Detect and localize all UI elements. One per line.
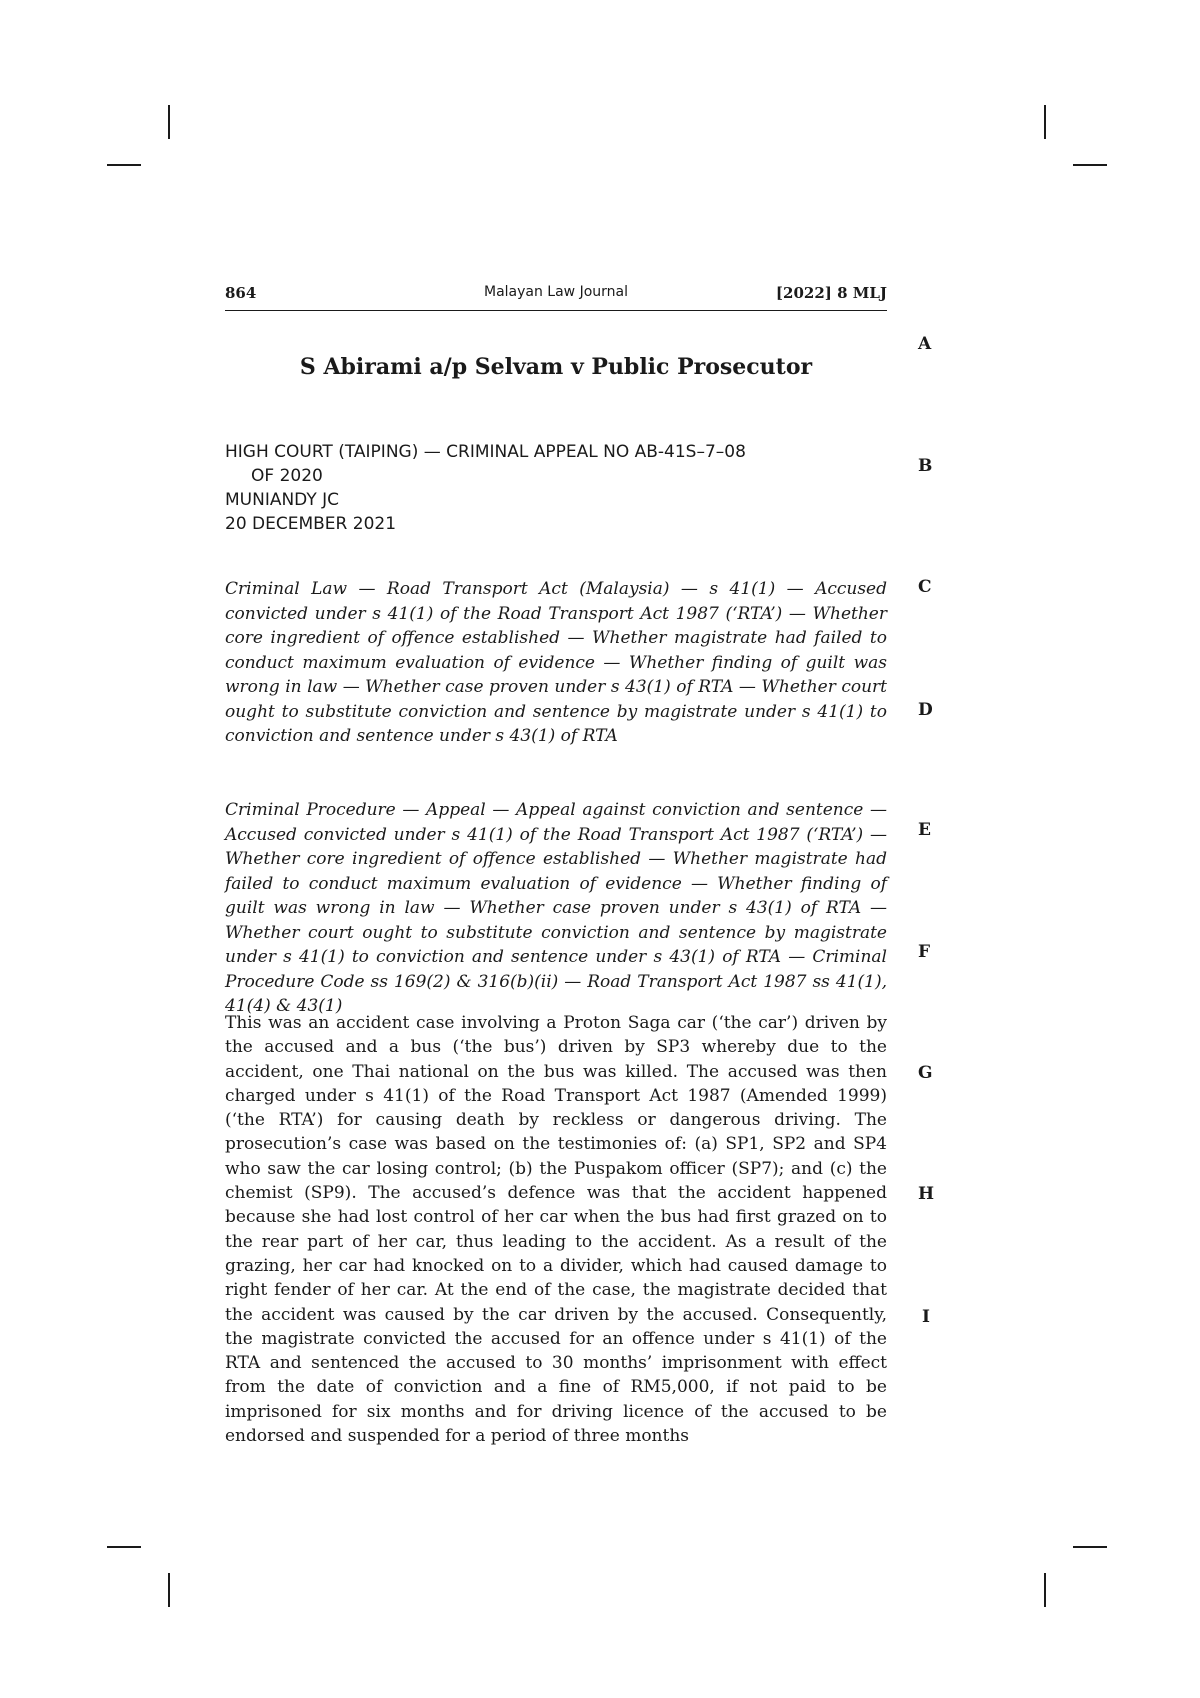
crop-mark: [1044, 105, 1046, 139]
court-line-continued: OF 2020: [251, 466, 323, 486]
margin-letter: B: [918, 456, 933, 476]
margin-letter: D: [918, 700, 933, 720]
court-info: [225, 440, 887, 536]
crop-mark: [1073, 164, 1107, 166]
journal-name: Malayan Law Journal: [483, 284, 628, 300]
catchwords-criminal-law: Criminal Law — Road Transport Act (Malaysia) — s 41(1) — Accused convicted under s 41(1) of the Road Transport Act 1987 (‘RTA’) — Whether core ingredient of offence established — Whether magistrate had failed to conduct maximum evaluation of evidence — Whether finding of guilt was wrong in law — Whether case proven under s 43(1) of RTA — Whether court ought to substitute conviction and sentence by magistrate under s 41(1) to conviction and sentence under s 43(1) of RTA: [225, 579, 887, 746]
crop-mark: [107, 164, 141, 166]
crop-mark: [1073, 1546, 1107, 1548]
catchwords-criminal-procedure: Criminal Procedure — Appeal — Appeal against conviction and sentence — Accused convicted under s 41(1) of the Road Transport Act 1987 (‘RTA’) — Whether core ingredient of offence established — Whether magistrate had failed to conduct maximum evaluation of evidence — Whether finding of guilt was wrong in law — Whether case proven under s 43(1) of RTA — Whether court ought to substitute conviction and sentence by magistrate under s 41(1) to conviction and sentence under s 43(1) of RTA — Criminal Procedure Code ss 169(2) & 316(b)(ii) — Road Transport Act 1987 ss 41(1), 41(4) & 43(1): [225, 800, 887, 1016]
crop-mark: [168, 105, 170, 139]
margin-letter: H: [918, 1184, 935, 1204]
margin-letter: I: [922, 1307, 930, 1327]
running-header: [225, 278, 887, 311]
margin-letter: A: [918, 334, 932, 354]
page-number: 864: [225, 284, 257, 302]
crop-mark: [168, 1573, 170, 1607]
case-title: S Abirami a/p Selvam v Public Prosecutor: [299, 354, 813, 380]
court-line: HIGH COURT (TAIPING) — CRIMINAL APPEAL NO AB-41S–7–08: [225, 442, 746, 462]
crop-mark: [107, 1546, 141, 1548]
judge-name: MUNIANDY JC: [225, 490, 340, 510]
judgment-date: 20 DECEMBER 2021: [225, 514, 397, 534]
margin-letter: E: [918, 820, 931, 840]
margin-letter: F: [918, 942, 931, 962]
citation: [2022] 8 MLJ: [775, 284, 887, 302]
headnote-paragraph: This was an accident case involving a Proton Saga car (‘the car’) driven by the accused and a bus (‘the bus’) driven by SP3 whereby due to the accident, one Thai national on the bus was killed. The accused was then charged under s 41(1) of the Road Transport Act 1987 (Amended 1999) (‘the RTA’) for causing death by reckless or dangerous driving. The prosecution’s case was based on the testimonies of: (a) SP1, SP2 and SP4 who saw the car losing control; (b) the Puspakom officer (SP7); and (c) the chemist (SP9). The accused’s defence was that the accident happened because she had lost control of her car when the bus had first grazed on to the rear part of her car, thus leading to the accident. As a result of the grazing, her car had knocked on to a divider, which had caused damage to right fender of her car. At the end of the case, the magistrate decided that the accident was caused by the car driven by the accused. Consequently, the magistrate convicted the accused for an offence under s 41(1) of the RTA and sentenced the accused to 30 months’ imprisonment with effect from the date of conviction and a fine of RM5,000, if not paid to be imprisoned for six months and for driving licence of the accused to be endorsed and suspended for a period of three months: [225, 1013, 887, 1447]
margin-letter: C: [918, 577, 932, 597]
crop-mark: [1044, 1573, 1046, 1607]
margin-letter: G: [918, 1063, 933, 1083]
